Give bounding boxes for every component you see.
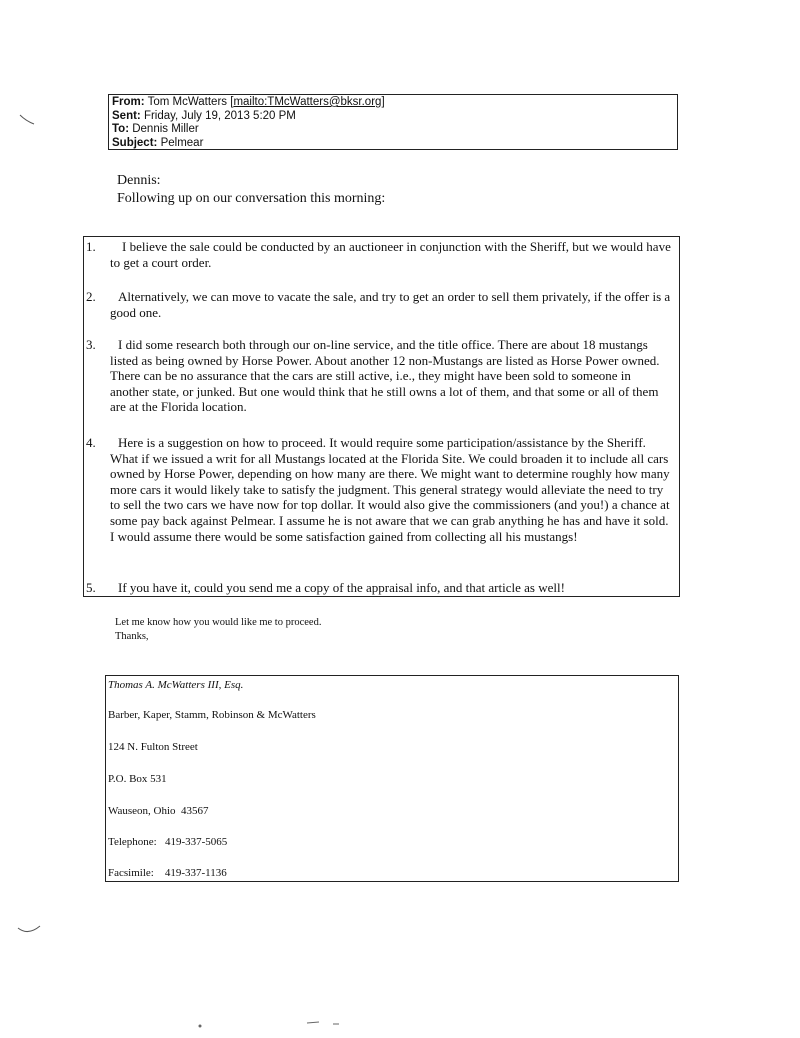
- signature-firm: Barber, Kaper, Stamm, Robinson & McWatters: [108, 709, 316, 721]
- email-header: [108, 94, 678, 150]
- item-number: 2.: [86, 289, 96, 304]
- from-label: From:: [112, 96, 145, 108]
- item-number: 4.: [86, 435, 96, 450]
- subject-value: Pelmear: [160, 136, 204, 149]
- item-text: Here is a suggestion on how to proceed. It would require some participation/assistance by the Sheriff. What if we issued a writ for all Mustangs located at the Florida Site. We could broaden it to include all cars owned by Horse Power, depending on how many are there. We might want to determine roughly how many more cars it would likely take to satisfy the judgment. This general strategy would alleviate the need to try to sell the two cars we have now for top dollar. It would also give the commissioners (and you!) a chance at some pay back against Pelmear. I assume he is not aware that we can grab anything he has and have it sold. I would assume there would be some satisfaction gained from collecting all his mustangs!: [110, 435, 670, 544]
- thanks-line: Thanks,: [115, 631, 149, 642]
- from-email-link[interactable]: mailto:TMcWatters@bksr.org: [233, 96, 382, 108]
- sent-value: Friday, July 19, 2013 5:20 PM: [143, 109, 296, 122]
- item-text: I did some research both through our on-line service, and the title office. There are about 18 mustangs listed as being owned by Horse Power. About another 12 non-Mustangs are listed as Horse Power owned. There can be no assurance that the cars are still active, i.e., they might have been sold to someone in another state, or junked. But one would think that he still owns a lot of them, and that some or all of them are at the Florida location.: [110, 337, 660, 415]
- from-close: ]: [381, 96, 385, 108]
- signature-name: Thomas A. McWatters III, Esq.: [108, 679, 244, 691]
- greeting: [117, 172, 385, 208]
- signature-city: Wauseon, Ohio 43567: [108, 805, 209, 817]
- scan-mark: [305, 1018, 345, 1028]
- to-label: To:: [112, 123, 130, 135]
- to-line: [112, 123, 674, 137]
- subject-line: [112, 137, 674, 151]
- signature-telephone: Telephone: 419-337-5065: [108, 836, 228, 848]
- closing-line: Let me know how you would like me to proceed.: [115, 617, 322, 628]
- subject-label: Subject:: [112, 136, 158, 149]
- signature-facsimile: Facsimile: 419-337-1136: [108, 867, 227, 879]
- from-value: Tom McWatters [: [147, 96, 234, 108]
- item-number: 3.: [86, 337, 96, 352]
- scan-mark: [18, 112, 38, 128]
- item-number: 5.: [86, 580, 96, 595]
- numbered-items-box: [83, 236, 680, 597]
- signature-street: 124 N. Fulton Street: [108, 741, 198, 753]
- item-text: If you have it, could you send me a copy of the appraisal info, and that article as well!: [118, 580, 565, 595]
- sent-line: [112, 110, 674, 124]
- item-text: I believe the sale could be conducted by an auctioneer in conjunction with the Sheriff, but we would have to get a court order.: [110, 239, 671, 270]
- closing: [115, 616, 321, 644]
- item-number: 1.: [86, 239, 96, 254]
- salutation: Dennis:: [117, 173, 161, 188]
- scan-mark: [196, 1022, 204, 1030]
- intro-line: Following up on our conversation this morning:: [117, 191, 386, 206]
- item-text: Alternatively, we can move to vacate the sale, and try to get an order to sell them privately, if the offer is a good one.: [110, 289, 671, 320]
- sent-label: Sent:: [112, 109, 141, 122]
- to-value: Dennis Miller: [132, 123, 199, 135]
- from-line: [112, 96, 674, 110]
- scan-mark: [16, 922, 42, 938]
- signature-box: [105, 675, 679, 882]
- signature-pobox: P.O. Box 531: [108, 773, 167, 785]
